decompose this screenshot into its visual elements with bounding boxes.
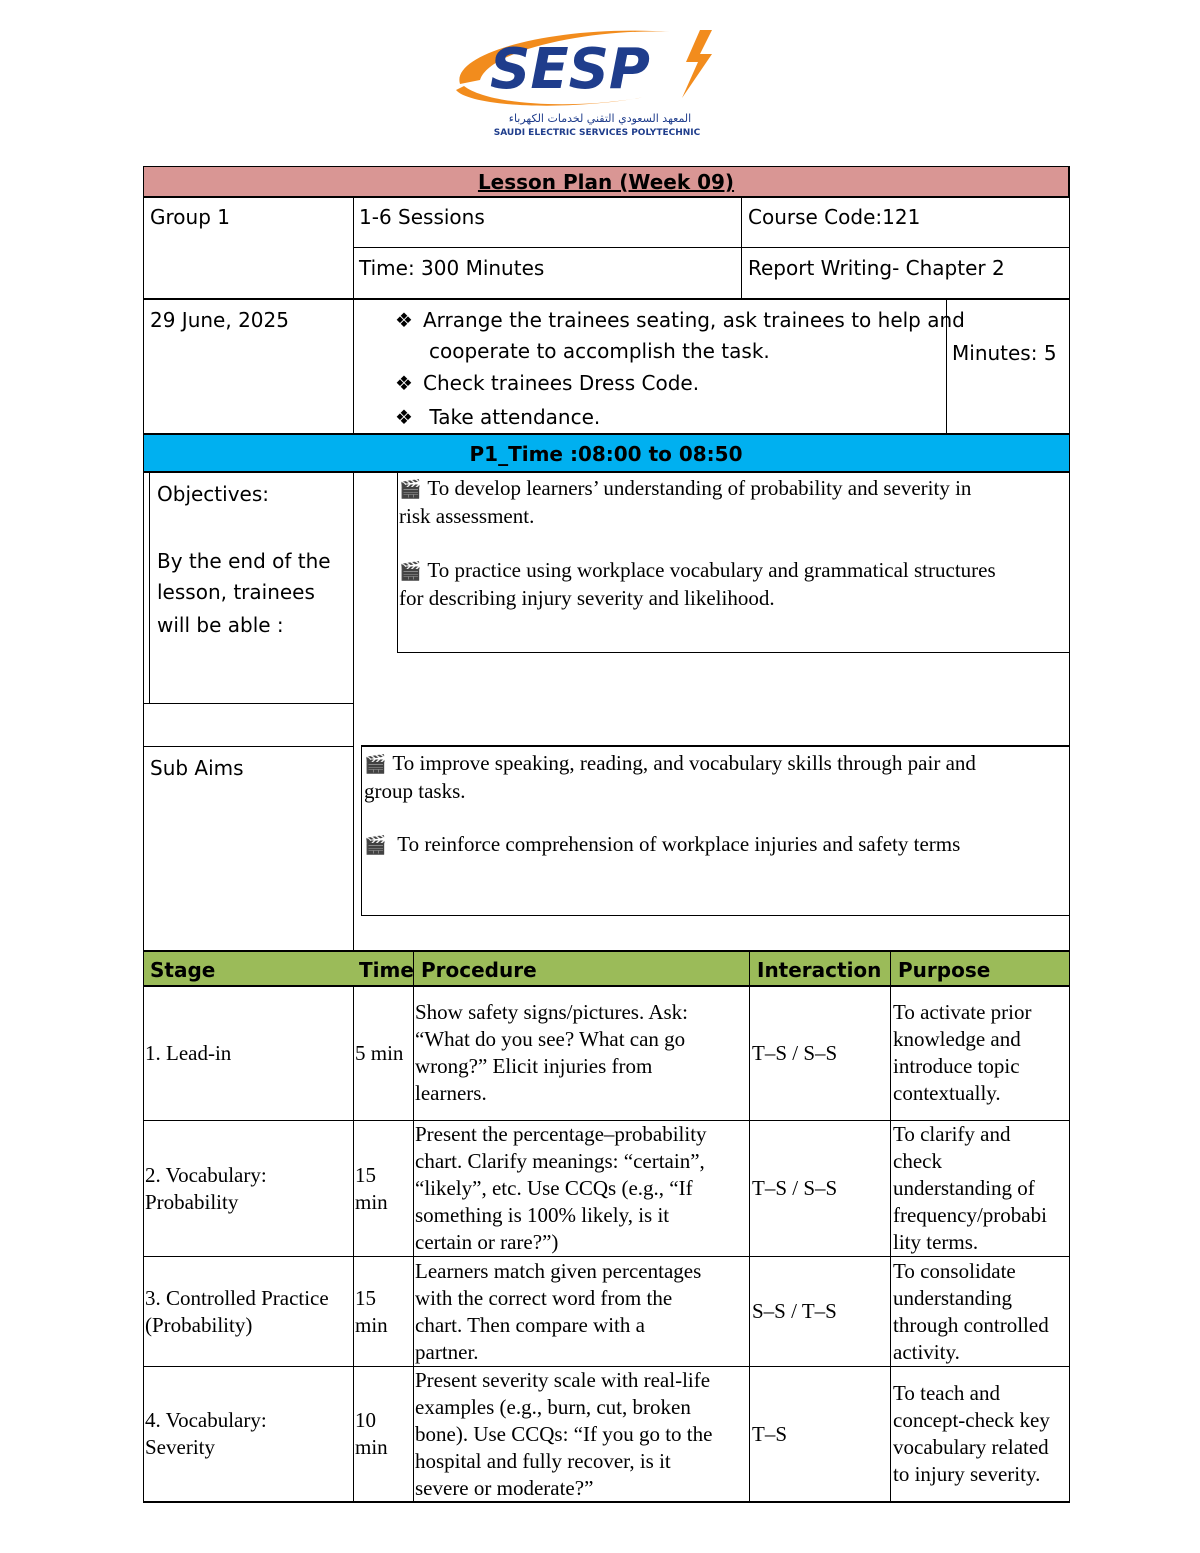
column-header-time: Time — [359, 958, 414, 982]
clapperboard-icon: 🎬 — [364, 835, 387, 855]
table-row-purpose: To activate prior knowledge and introduce topic contextually. — [893, 1000, 1032, 1105]
table-row-stage: 2. Vocabulary: Probability — [145, 1162, 267, 1214]
sessions-label: 1-6 Sessions — [359, 205, 485, 229]
objectives-intro-line: lesson, trainees — [157, 580, 315, 604]
table-row-interaction: T–S / S–S — [752, 1176, 838, 1200]
clapperboard-icon: 🎬 — [399, 561, 422, 581]
table-row-stage: 4. Vocabulary: Severity — [145, 1408, 267, 1459]
column-header-procedure: Procedure — [421, 958, 537, 982]
table-row-purpose: To consolidate understanding through controlled activity. — [893, 1258, 1049, 1364]
diamond-bullet-icon: ❖ — [395, 371, 413, 395]
sub-aims-label: Sub Aims — [150, 756, 244, 780]
page-title: Lesson Plan (Week 09) — [477, 170, 735, 194]
time-total: Time: 300 Minutes — [359, 256, 545, 280]
table-row-time: 5 min — [355, 1040, 404, 1065]
objectives-label: Objectives: — [157, 482, 269, 506]
objectives-intro-line: will be able : — [157, 613, 284, 637]
lesson-date: 29 June, 2025 — [150, 308, 289, 332]
task-list-item: ❖ Take attendance. — [395, 405, 601, 429]
task-list-item-continuation: cooperate to accomplish the task. — [429, 339, 770, 363]
diamond-bullet-icon: ❖ — [395, 308, 413, 332]
table-row-procedure: Present the percentage–probability chart. Clarify meanings: “certain”, “likely”, etc. Use CCQs (e.g., “If something is 100% likely, is it certain or rare?”) — [415, 1122, 707, 1254]
task-list-item: ❖ Arrange the trainees seating, ask trainees to help and — [395, 308, 965, 332]
table-row-purpose: To teach and concept-check key vocabulary related to injury severity. — [893, 1381, 1050, 1486]
logo-text: SESP — [490, 37, 650, 102]
logo-english-text: SAUDI ELECTRIC SERVICES POLYTECHNIC — [493, 128, 701, 138]
table-row-time: 10 min — [355, 1408, 388, 1459]
sesp-logo — [450, 22, 750, 142]
clapperboard-icon: 🎬 — [364, 754, 387, 774]
logo-arabic-text: المعهد السعودي التقني لخدمات الكهرباء — [508, 112, 692, 125]
column-header-purpose: Purpose — [898, 958, 991, 982]
course-name: Report Writing- Chapter 2 — [748, 256, 1005, 280]
table-row-stage: 1. Lead-in — [145, 1040, 232, 1065]
table-row-time: 15 min — [355, 1162, 388, 1214]
column-header-stage: Stage — [150, 958, 216, 982]
logo-swoosh-graphic — [450, 22, 750, 142]
task-list-item: ❖ Check trainees Dress Code. — [395, 371, 700, 395]
sub-aim-item: 🎬 To improve speaking, reading, and vocabulary skills through pair and group tasks. — [364, 751, 976, 803]
diamond-bullet-icon: ❖ — [395, 405, 413, 429]
table-row-interaction: T–S / S–S — [752, 1040, 838, 1065]
table-row-interaction: S–S / T–S — [752, 1299, 837, 1323]
table-row-interaction: T–S — [752, 1421, 788, 1446]
table-row-procedure: Present severity scale with real-life examples (e.g., burn, cut, broken bone). Use CCQs: “If you go to the hospital and fully recover, is it severe or moderate?” — [415, 1367, 713, 1500]
group-label: Group 1 — [150, 205, 230, 229]
table-row-stage: 3. Controlled Practice (Probability) — [145, 1285, 329, 1337]
objective-item: 🎬 To practice using workplace vocabulary and grammatical structures for describing injury severity and likelihood. — [399, 558, 996, 610]
course-code: Course Code:121 — [748, 205, 921, 229]
objectives-intro-line: By the end of the — [157, 549, 331, 573]
table-row-procedure: Show safety signs/pictures. Ask: “What do you see? What can go wrong?” Elicit injuries from learners. — [415, 1000, 688, 1105]
minutes-label: Minutes: 5 — [952, 341, 1057, 365]
table-row-time: 15 min — [355, 1285, 388, 1337]
objective-item: 🎬 To develop learners’ understanding of probability and severity in risk assessment. — [399, 476, 972, 528]
column-header-interaction: Interaction — [757, 958, 882, 982]
table-row-procedure: Learners match given percentages with the correct word from the chart. Then compare with a partner. — [415, 1258, 702, 1364]
clapperboard-icon: 🎬 — [399, 479, 422, 499]
period-time: P1_Time :08:00 to 08:50 — [469, 442, 743, 466]
sub-aim-item: 🎬 To reinforce comprehension of workplace injuries and safety terms — [364, 832, 961, 856]
table-row-purpose: To clarify and check understanding of frequency/probabi lity terms. — [893, 1122, 1047, 1254]
